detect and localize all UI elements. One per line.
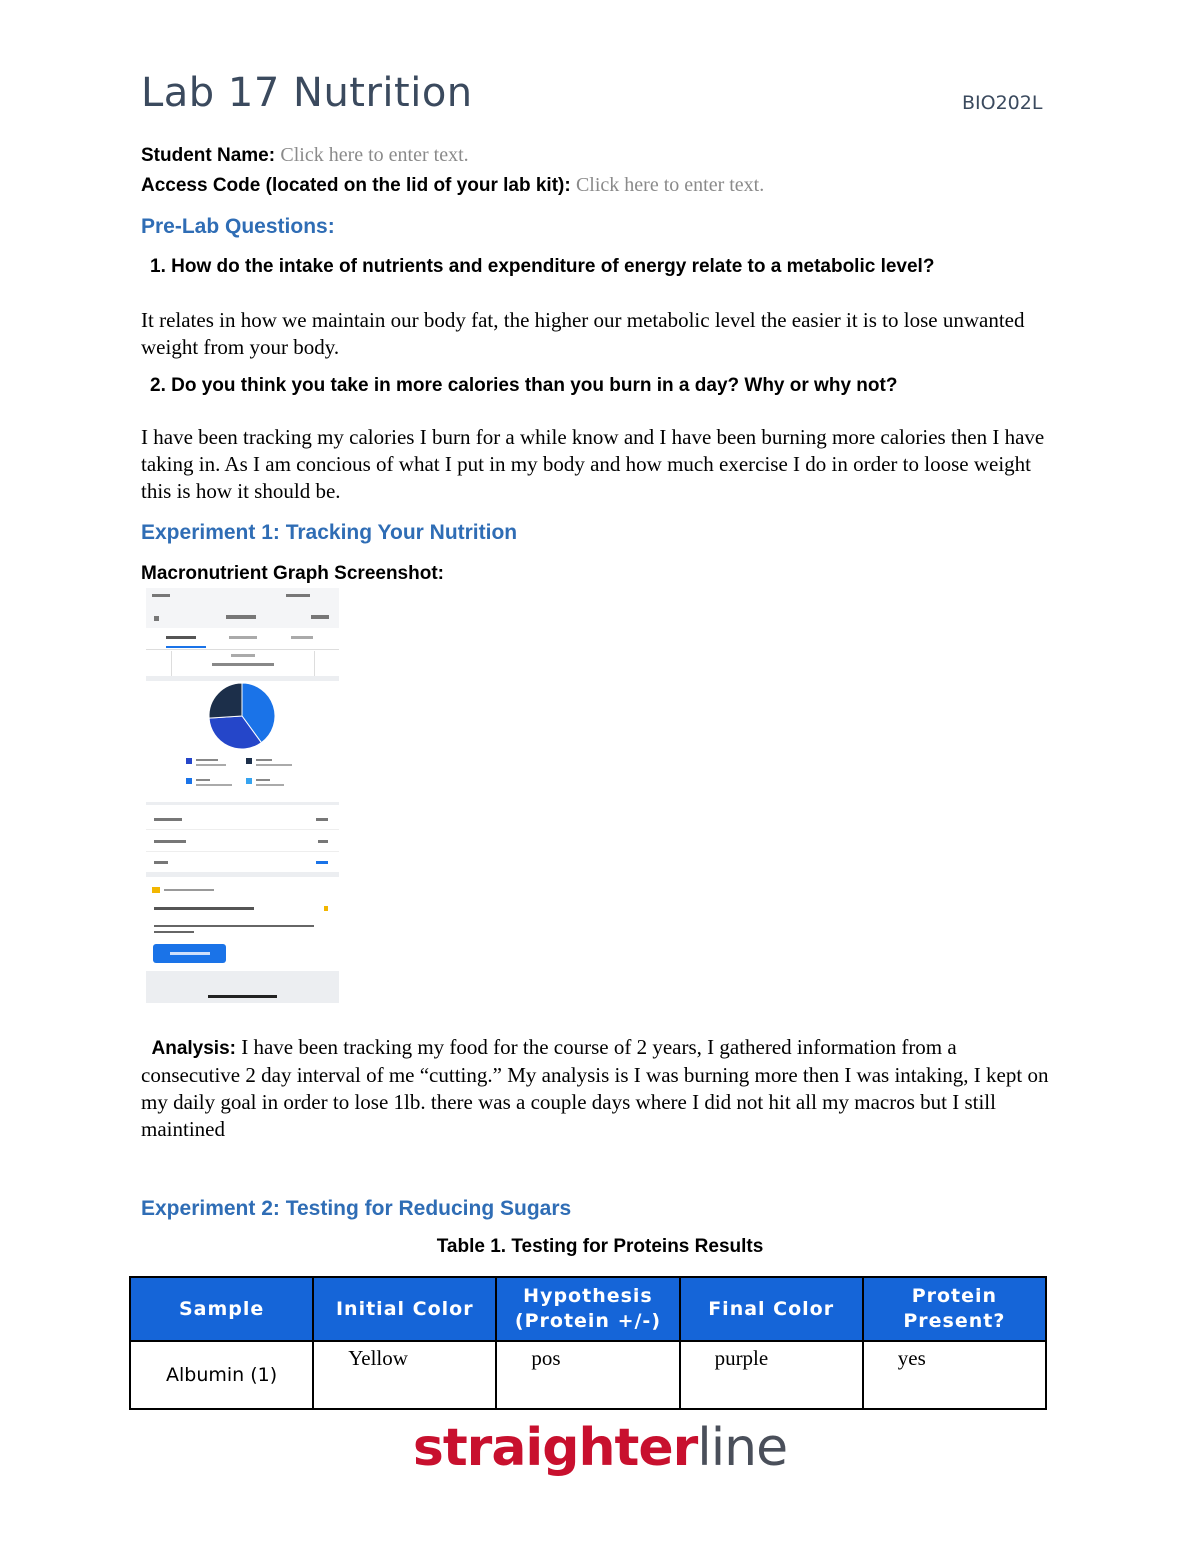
straighterline-logo [0,1418,1200,1478]
col-header-initial-color: Initial Color [313,1277,496,1341]
analysis-text: I have been tracking my food for the course of 2 years, I gathered information from a consecutive 2 day interval of me “cutting.” My analysis is I was burning more then I was intaking, I kept on my daily goal in order to lose 1lb. there was a couple days where I did not hit all my macros but I still maintined [141,1035,1049,1141]
access-code-label: Access Code (located on the lid of your lab kit): [141,175,571,196]
analysis-paragraph [141,1034,1061,1143]
macronutrient-screenshot [146,588,339,1003]
access-code-field[interactable]: Click here to enter text. [575,174,765,196]
col-header-sample: Sample [130,1277,313,1341]
answer-2: I have been tracking my calories I burn for a while know and I have been burning more calories then I have taking in. As I am concious of what I put in my body and how much exercise I do in order to loose weight this is how it should be. [141,425,1045,503]
table-header-row [130,1277,1046,1341]
answer-1: It relates in how we maintain our body fat, the higher our metabolic level the easier it is to lose unwanted weight from your body. [141,308,1025,359]
cell-final-color[interactable]: purple [680,1341,863,1409]
question-1: 1. How do the intake of nutrients and expenditure of energy relate to a metabolic level? [150,256,935,277]
logo-light-text: line [697,1418,788,1478]
logo-bold-text: straighter [412,1418,698,1478]
analysis-label: Analysis: [151,1038,236,1059]
cell-protein-present[interactable]: yes [863,1341,1046,1409]
experiment1-heading: Experiment 1: Tracking Your Nutrition [141,521,518,544]
prelab-heading: Pre-Lab Questions: [141,215,335,238]
document-title: Lab 17 Nutrition [141,70,473,116]
cell-initial-color[interactable]: Yellow [313,1341,496,1409]
student-name-label: Student Name: [141,145,276,166]
col-header-protein-present: Protein Present? [863,1277,1046,1341]
table-row [130,1341,1046,1409]
table-caption: Table 1. Testing for Proteins Results [436,1236,764,1257]
student-name-field[interactable]: Click here to enter text. [280,144,469,166]
phone-screenshot-image [146,588,339,1003]
question-2: 2. Do you think you take in more calories than you burn in a day? Why or why not? [150,375,898,396]
student-name-row [141,144,469,167]
col-header-hypothesis: Hypothesis (Protein +/-) [496,1277,679,1341]
cell-hypothesis[interactable]: pos [496,1341,679,1409]
experiment2-heading: Experiment 2: Testing for Reducing Sugars [141,1197,572,1220]
course-code: BIO202L [962,92,1043,114]
graph-label: Macronutrient Graph Screenshot: [141,563,444,584]
access-code-row [141,174,764,197]
results-table [129,1276,1047,1410]
col-header-final-color: Final Color [680,1277,863,1341]
cell-sample: Albumin (1) [130,1341,313,1409]
pie-chart [209,683,275,749]
